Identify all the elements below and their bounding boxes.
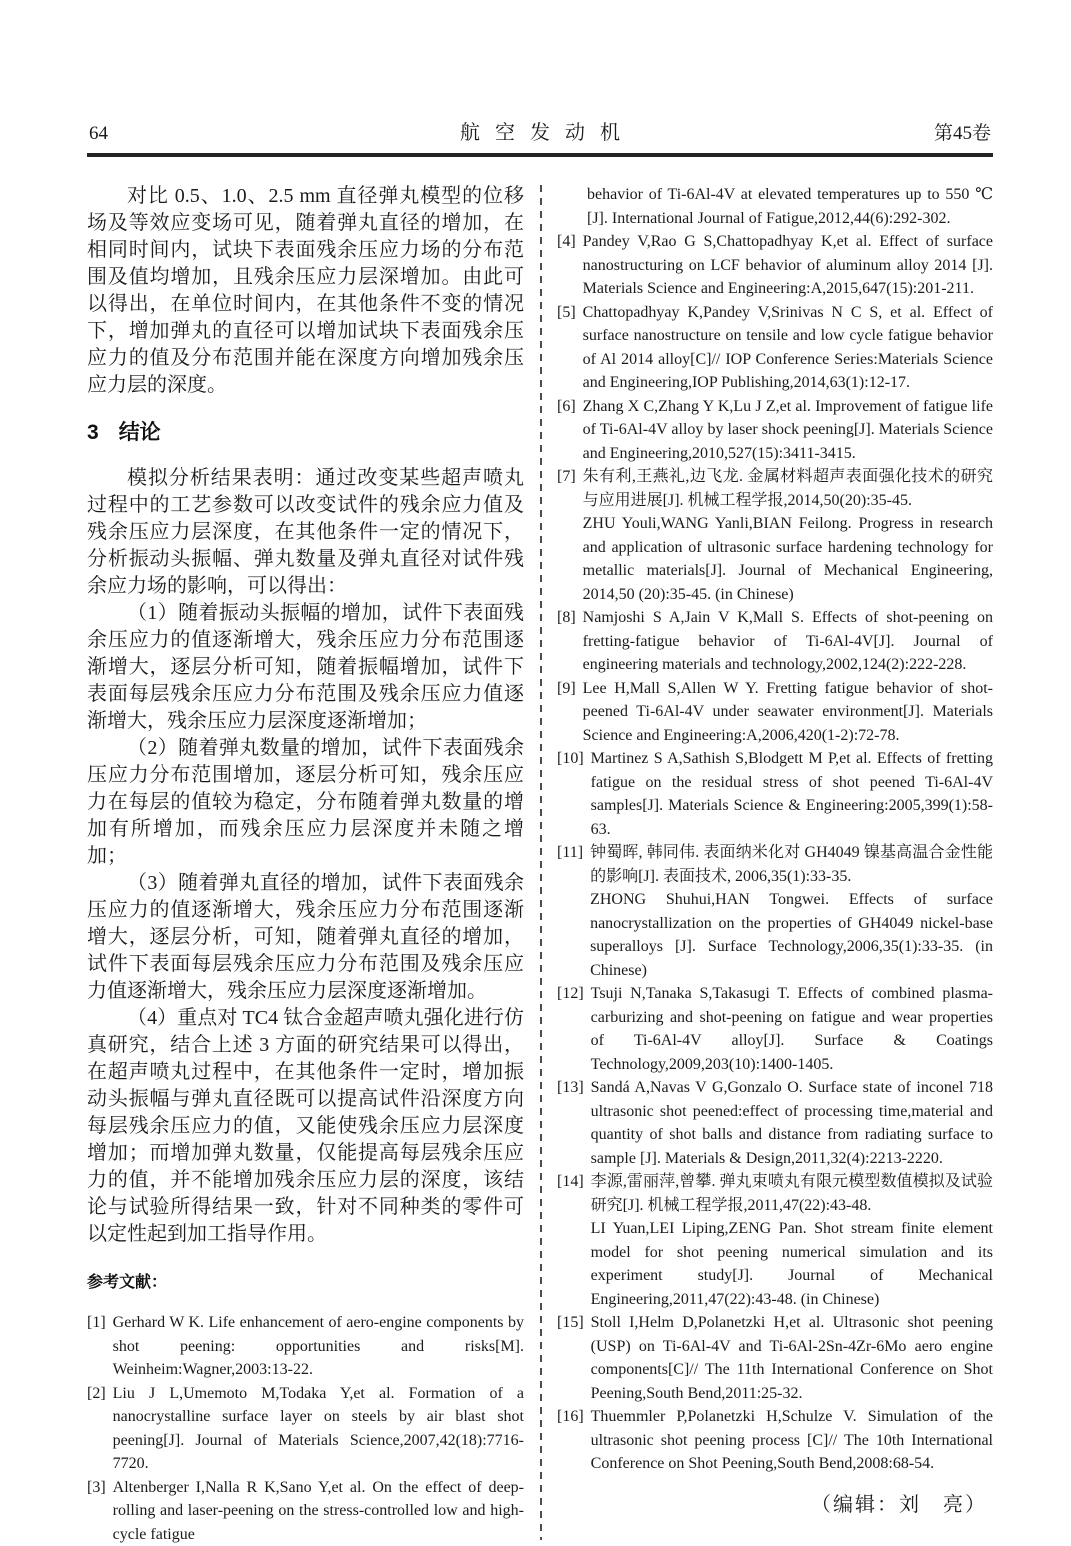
right-column bbox=[557, 183, 993, 1546]
reference-item-12 bbox=[557, 982, 993, 1076]
reference-text: Martinez S A,Sathish S,Blodgett M P,et al. Effects of fretting fatigue on the residual stress of shot peened Ti-6Al-4V samples[J]. Materials Science & Engineering:2005,399(1):58-63. bbox=[591, 747, 993, 841]
conclusion-item-3: （3）随着弹丸直径的增加，试件下表面残余压应力的值逐渐增大，残余压应力分布范围逐渐增大，逐层分析，可知，随着弹丸直径的增加，试件下表面每层残余压应力分布范围及残余压应力值逐渐增大，残余压应力层深度逐渐增加。 bbox=[87, 870, 524, 1005]
reference-text: Pandey V,Rao G S,Chattopadhyay K,et al. Effect of surface nanostructuring on LCF behavior of aluminum alloy 2014 [J]. Materials Science and Engineering:A,2015,647(15):201-211. bbox=[583, 230, 993, 301]
reference-text: Gerhard W K. Life enhancement of aero-engine components by shot peening: opportunities and risks[M]. Weinheim:Wagner,2003:13-22. bbox=[113, 1311, 524, 1382]
reference-item-5 bbox=[557, 301, 993, 395]
reference-text: Thuemmler P,Polanetzki H,Schulze V. Simulation of the ultrasonic shot peening process [C]// The 10th International Conference on Shot Peening,South Bend,2008:68-54. bbox=[591, 1405, 993, 1476]
reference-text: Namjoshi S A,Jain V K,Mall S. Effects of shot-peening on fretting-fatigue behavior of Ti-6Al-4V[J]. Journal of engineering materials and technology,2002,124(2):222-228. bbox=[583, 606, 993, 677]
reference-label: [4] bbox=[557, 230, 576, 254]
two-column-body bbox=[87, 183, 993, 1546]
conclusion-intro: 模拟分析结果表明：通过改变某些超声喷丸过程中的工艺参数可以改变试件的残余应力值及残余压应力层深度，在其他条件一定的情况下，分析振动头振幅、弹丸数量及弹丸直径对试件残余应力场的影响，可以得出： bbox=[87, 465, 524, 600]
reference-item-10 bbox=[557, 747, 993, 841]
reference-item-6 bbox=[557, 395, 993, 466]
reference-label: [13] bbox=[557, 1076, 584, 1100]
reference-label: [12] bbox=[557, 982, 584, 1006]
reference-label: [16] bbox=[557, 1405, 584, 1429]
page-header bbox=[87, 116, 993, 153]
reference-label: [14] bbox=[557, 1170, 584, 1194]
reference-item-15 bbox=[557, 1311, 993, 1405]
reference-text: Stoll I,Helm D,Polanetzki H,et al. Ultrasonic shot peening (USP) on Ti-6Al-4V and Ti-6Al-2Sn-4Zr-6Mo aero engine components[C]// The 11th International Conference on Shot Peening,South Bend,2011:25-32. bbox=[591, 1311, 993, 1405]
reference-label: [5] bbox=[557, 301, 576, 325]
reference-item-13 bbox=[557, 1076, 993, 1170]
reference-label: [10] bbox=[557, 747, 584, 771]
reference-label: [2] bbox=[87, 1382, 106, 1406]
reference-label: [3] bbox=[87, 1476, 106, 1500]
reference-item-16 bbox=[557, 1405, 993, 1476]
reference-item-11 bbox=[557, 841, 993, 982]
reference-text: 朱有利,王燕礼,边飞龙. 金属材料超声表面强化技术的研究与应用进展[J]. 机械工程学报,2014,50(20):35-45. bbox=[583, 465, 993, 512]
page-number: 64 bbox=[89, 123, 219, 145]
reference-text: Altenberger I,Nalla R K,Sano Y,et al. On the effect of deep-rolling and laser-peening on the stress-controlled low and high-cycle fatigue bbox=[113, 1476, 524, 1546]
references-heading: 参考文献： bbox=[87, 1269, 524, 1292]
reference-label: [7] bbox=[557, 465, 576, 489]
reference-item-8 bbox=[557, 606, 993, 677]
reference-item-14 bbox=[557, 1170, 993, 1311]
paragraph-shot-diameter: 对比 0.5、1.0、2.5 mm 直径弹丸模型的位移场及等效应变场可见，随着弹丸直径的增加，在相同时间内，试块下表面残余压应力场的分布范围及值均增加，且残余压应力层深增加。由此可以得出，在单位时间内，在其他条件不变的情况下，增加弹丸的直径可以增加试块下表面残余压应力的值及分布范围并能在深度方向增加残余压应力层的深度。 bbox=[87, 183, 524, 399]
reference-item-9 bbox=[557, 677, 993, 748]
reference-text: Lee H,Mall S,Allen W Y. Fretting fatigue behavior of shot-peened Ti-6Al-4V under seawater environment[J]. Materials Science and Engineering:A,2006,420(1-2):72-78. bbox=[583, 677, 993, 748]
reference-text: Liu J L,Umemoto M,Todaka Y,et al. Formation of a nanocrystalline surface layer on steels by air blast shot peening[J]. Journal of Materials Science,2007,42(18):7716-7720. bbox=[113, 1382, 524, 1476]
section-heading-conclusion bbox=[87, 416, 524, 446]
reference-label: [6] bbox=[557, 395, 576, 419]
journal-title: 航空发动机 bbox=[219, 116, 861, 145]
reference-label: [11] bbox=[557, 841, 583, 865]
reference-text: Tsuji N,Tanaka S,Takasugi T. Effects of combined plasma-carburizing and shot-peening on fatigue and wear properties of Ti-6Al-4V alloy[J]. Surface & Coatings Technology,2009,203(10):1400-1405. bbox=[591, 982, 993, 1076]
reference-item-1 bbox=[87, 1311, 524, 1382]
reference-text: Zhang X C,Zhang Y K,Lu J Z,et al. Improvement of fatigue life of Ti-6Al-4V alloy by laser shock peening[J]. Materials Science and Engineering,2010,527(15):3411-3415. bbox=[583, 395, 993, 466]
reference-translation: LI Yuan,LEI Liping,ZENG Pan. Shot stream finite element model for shot peening numerical simulation and its experiment study[J]. Journal of Mechanical Engineering,2011,47(22):43-48. (in Chinese) bbox=[591, 1217, 993, 1311]
conclusion-item-4: （4）重点对 TC4 钛合金超声喷丸强化进行仿真研究，结合上述 3 方面的研究结果可以得出，在超声喷丸过程中，在其他条件一定时，增加振动头振幅与弹丸直径既可以提高试件沿深度方向每层残余压应力的值，又能使残余压应力层深度增加；而增加弹丸数量，仅能提高每层残余压应力的值，并不能增加残余压应力层的深度，该结论与试验所得结果一致，针对不同种类的零件可以定性起到加工指导作用。 bbox=[87, 1005, 524, 1248]
reference-label: [15] bbox=[557, 1311, 584, 1335]
left-column bbox=[87, 183, 524, 1546]
editor-note: （编辑：刘 亮） bbox=[557, 1488, 993, 1517]
section-title: 结论 bbox=[119, 421, 161, 444]
reference-item-7 bbox=[557, 465, 993, 606]
reference-text: Chattopadhyay K,Pandey V,Srinivas N C S, et al. Effect of surface nanostructure on tensile and low cycle fatigue behavior of Al 2014 alloy[C]// IOP Conference Series:Materials Science and Engineering,IOP Publishing,2014,63(1):12-17. bbox=[583, 301, 993, 395]
volume-label: 第45卷 bbox=[861, 118, 991, 145]
reference-text: 李源,雷丽萍,曾攀. 弹丸束喷丸有限元模型数值模拟及试验研究[J]. 机械工程学报,2011,47(22):43-48. bbox=[591, 1170, 993, 1217]
reference-item-3-continuation: behavior of Ti-6Al-4V at elevated temperatures up to 550 ℃[J]. International Journal of Fatigue,2012,44(6):292-302. bbox=[557, 183, 993, 230]
reference-label: [8] bbox=[557, 606, 576, 630]
conclusion-item-1: （1）随着振动头振幅的增加，试件下表面残余压应力的值逐渐增大，残余压应力分布范围逐渐增大，逐层分析可知，随着振幅增加，试件下表面每层残余压应力分布范围及残余压应力值逐渐增大，残余压应力层深度逐渐增加； bbox=[87, 600, 524, 735]
reference-item-3 bbox=[87, 1476, 524, 1546]
reference-item-4 bbox=[557, 230, 993, 301]
reference-text: 钟蜀晖, 韩同伟. 表面纳米化对 GH4049 镍基高温合金性能的影响[J]. 表面技术, 2006,35(1):33-35. bbox=[590, 841, 993, 888]
reference-item-2 bbox=[87, 1382, 524, 1476]
reference-label: [1] bbox=[87, 1311, 106, 1335]
reference-label: [9] bbox=[557, 677, 576, 701]
reference-translation: ZHONG Shuhui,HAN Tongwei. Effects of surface nanocrystallization on the properties of GH4049 nickel-base superalloys [J]. Surface Technology,2006,35(1):33-35. (in Chinese) bbox=[590, 888, 993, 982]
section-number: 3 bbox=[87, 421, 99, 444]
conclusion-item-2: （2）随着弹丸数量的增加，试件下表面残余压应力分布范围增加，逐层分析可知，残余压应力在每层的值较为稳定，分布随着弹丸数量的增加有所增加，而残余压应力层深度并未随之增加； bbox=[87, 735, 524, 870]
reference-translation: ZHU Youli,WANG Yanli,BIAN Feilong. Progress in research and application of ultrasonic surface hardening technology for metallic materials[J]. Journal of Mechanical Engineering, 2014,50 (20):35-45. (in Chinese) bbox=[583, 512, 993, 606]
header-double-rule bbox=[87, 153, 993, 157]
column-divider bbox=[540, 185, 542, 1540]
reference-text: Sandá A,Navas V G,Gonzalo O. Surface state of inconel 718 ultrasonic shot peened:effect of processing time,material and quantity of shot balls and distance from radiating surface to sample [J]. Materials & Design,2011,32(4):2213-2220. bbox=[591, 1076, 993, 1170]
